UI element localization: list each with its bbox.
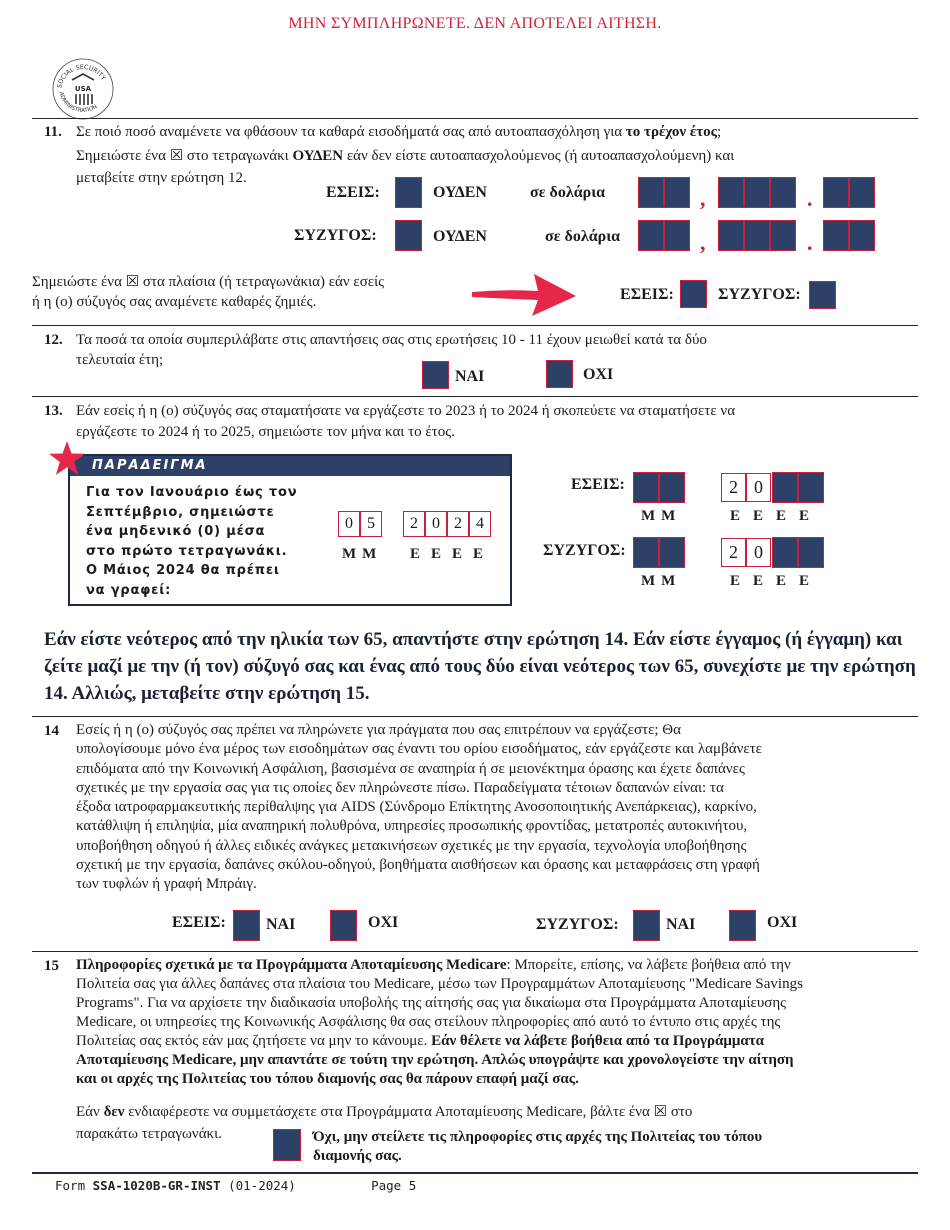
example-year-digit: 4 (469, 511, 491, 537)
q13-spouse-year-digit[interactable]: 2 (721, 538, 746, 567)
q14-you-label: ΕΣΕΙΣ: (172, 914, 226, 931)
checkbox-mark-icon: ☒ (169, 148, 184, 164)
q11-number: 11. (44, 124, 62, 140)
q11-you-amount-digit[interactable] (664, 177, 690, 208)
svg-text:USA: USA (74, 85, 92, 93)
form-id: SSA-1020B-GR-INST (92, 1178, 221, 1193)
divider (32, 118, 918, 119)
q13-you-year-digit[interactable]: 0 (746, 473, 771, 502)
q11-none-label: ΟΥΔΕΝ (433, 228, 487, 245)
q14-spouse-yes-checkbox[interactable] (633, 910, 660, 941)
q14-number: 14 (44, 723, 59, 739)
svg-text:ADMINISTRATION: ADMINISTRATION (57, 91, 99, 115)
example-month-digit: 5 (360, 511, 382, 537)
q13-spouse-year-digit[interactable]: 0 (746, 538, 771, 567)
q15-optout-checkbox[interactable] (273, 1129, 301, 1161)
q13-spouse-label: ΣΥΖΥΓΟΣ: (543, 542, 626, 559)
q11-you-none-checkbox[interactable] (395, 177, 422, 208)
q15-paragraph: Πληροφορίες σχετικά με τα Προγράμματα Αποταμίευσης Medicare: Μπορείτε, επίσης, να λάβετε βοήθεια από την Πολιτεία σας για άλλες δαπάνες στα πλαίσια του Medicare, μέσω των Προγραμμάτων Αποταμίευσης "Medicare Savings Programs". Για να αρχίσετε την διαδικασία υποβολής της αίτησής σας για δικαίωμα στα Προγράμματα Αποταμίευσης Medicare, οι υπηρεσίες της Κοινωνικής Ασφάλισης θα σας στείλουν πληροφορίες από αυτό το έντυπο στις αρχές της Πολιτείας σας εκτός εάν μας ζητήσετε να μην το κάνουμε. Εάν θέλετε να λάβετε βοήθεια από τα Προγράμματα Αποταμίευσης Medicare, μην απαντάτε σε τούτη την ερώτηση. Απλώς υπογράψτε και χρονολογείστε την αίτηση και οι αρχές της Πολιτείας του τόπου διαμονής σας θα πάρουν επαφή μαζί σας. (76, 957, 803, 1087)
q11-spouse-label: ΣΥΖΥΓΟΣ: (294, 227, 377, 244)
example-year-digit: 2 (447, 511, 469, 537)
q11-loss-you-label: ΕΣΕΙΣ: (620, 286, 674, 303)
example-text: Για τον Ιανουάριο έως τον Σεπτέμβριο, σημειώστε ένα μηδενικό (0) μέσα στο πρώτο τετραγωνάκι. Ο Μάιος 2024 θα πρέπει να γραφεί: (86, 485, 298, 598)
page-number: Page 5 (371, 1178, 417, 1193)
checkbox-mark-icon: ☒ (653, 1104, 668, 1120)
q12-text-line2: τελευταία έτη; (76, 352, 164, 368)
q11-loss-line2: ή η (ο) σύζυγός σας αναμένετε καθαρές ζημιές. (32, 294, 317, 310)
q11-you-amount-digit[interactable] (744, 177, 770, 208)
q11-spouse-amount-digit[interactable] (718, 220, 744, 251)
age-instruction: Εάν είστε νεότερος από την ηλικία των 65, απαντήστε στην ερώτηση 14. Εάν είστε έγγαμος (ή έγγαμη) και ζείτε μαζί με την (ή τον) σύζυγό σας και ένας από τους δύο είναι νεότερος των 65, συνεχίστε με την ερώτηση 14. Αλλιώς, μεταβείτε στην ερώτηση 15. (44, 629, 916, 704)
q11-spouse-cents-digit[interactable] (849, 220, 875, 251)
q14-you-yes-checkbox[interactable] (233, 910, 260, 941)
q13-spouse-month-digit[interactable] (633, 537, 659, 568)
q13-yyyy-label: ΕΕΕΕ (730, 573, 823, 589)
divider (32, 325, 918, 326)
q12-number: 12. (44, 332, 63, 348)
do-not-fill-notice: ΜΗΝ ΣΥΜΠΛΗΡΩΝΕΤΕ. ΔΕΝ ΑΠΟΤΕΛΕΙ ΑΙΤΗΣΗ. (288, 15, 662, 32)
ssa-seal-logo (52, 58, 114, 120)
q12-text-line1: Τα ποσά τα οποία συμπεριλάβατε στις απαντήσεις σας στις ερωτήσεις 10 - 11 έχουν μειωθεί κατά τα δύο (76, 332, 707, 348)
form-footer: Form SSA-1020B-GR-INST (01-2024) Page 5 (55, 1178, 417, 1193)
q11-you-amount-digit[interactable] (718, 177, 744, 208)
q13-yyyy-label: ΕΕΕΕ (730, 508, 823, 524)
example-year-digit: 2 (403, 511, 425, 537)
example-month-digit: 0 (338, 511, 360, 537)
checkbox-mark-icon: ☒ (125, 274, 140, 290)
q14-no-label: ΟΧΙ (767, 914, 798, 931)
example-panel (68, 454, 512, 606)
svg-text:SOCIAL SECURITY: SOCIAL SECURITY (56, 63, 107, 89)
example-year-digit: 0 (425, 511, 447, 537)
example-mm-label: ΜΜ (342, 546, 383, 562)
q11-spouse-none-checkbox[interactable] (395, 220, 422, 251)
q11-none-label: ΟΥΔΕΝ (433, 184, 487, 201)
footer-divider (32, 1172, 918, 1174)
q11-spouse-cents-digit[interactable] (823, 220, 849, 251)
q13-you-month-digit[interactable] (659, 472, 685, 503)
q13-you-year-digit[interactable] (772, 472, 798, 503)
q11-spouse-amount-digit[interactable] (770, 220, 796, 251)
q11-dollars-label: σε δολάρια (530, 184, 606, 201)
q11-you-cents-digit[interactable] (849, 177, 875, 208)
q13-spouse-year-digit[interactable] (798, 537, 824, 568)
example-title: ΠΑΡΑΔΕΙΓΜΑ (70, 456, 510, 476)
q14-yes-label: ΝΑΙ (266, 916, 296, 933)
q14-no-label: ΟΧΙ (368, 914, 399, 931)
q12-yes-checkbox[interactable] (422, 361, 449, 389)
comma-separator: , (700, 186, 706, 211)
q13-spouse-month-digit[interactable] (659, 537, 685, 568)
q11-loss-line1: Σημειώστε ένα ☒ στα πλαίσια (ή τετραγωνάκια) εάν εσείς (32, 274, 385, 290)
q13-you-year-digit[interactable]: 2 (721, 473, 746, 502)
q11-spouse-amount-digit[interactable] (664, 220, 690, 251)
q15-optout-instruction-line2: παρακάτω τετραγωνάκι. (76, 1126, 222, 1142)
q12-no-checkbox[interactable] (546, 360, 573, 388)
q12-yes-label: ΝΑΙ (455, 368, 485, 385)
q12-no-label: ΟΧΙ (583, 366, 614, 383)
decimal-separator: . (807, 230, 813, 255)
q15-optout-label: Όχι, μην στείλετε τις πληροφορίες στις αρχές της Πολιτείας του τόπου διαμονής σας. (313, 1129, 763, 1164)
arrow-right-icon (472, 270, 580, 318)
q11-you-label: ΕΣΕΙΣ: (326, 184, 380, 201)
q11-text-line2: Σημειώστε ένα ☒ στο τετραγωνάκι ΟΥΔΕΝ εάν δεν είστε αυτοαπασχολούμενος (ή αυτοαπασχολούμενη) και (76, 148, 735, 164)
comma-separator: , (700, 230, 706, 255)
q13-text-line1: Εάν εσείς ή η (ο) σύζυγός σας σταματήσατε να εργάζεστε το 2023 ή το 2024 ή σκοπεύετε να σταματήσετε να (76, 403, 736, 419)
q13-mm-label: ΜΜ (641, 508, 682, 524)
divider (32, 716, 918, 717)
star-icon (48, 440, 86, 478)
q11-loss-you-checkbox[interactable] (680, 280, 707, 308)
q11-spouse-amount-digit[interactable] (638, 220, 664, 251)
q11-dollars-label: σε δολάρια (545, 228, 621, 245)
q15-optout-instruction: Εάν δεν ενδιαφέρεστε να συμμετάσχετε στα Προγράμματα Αποταμίευσης Medicare, βάλτε ένα ☒ στο (76, 1104, 693, 1120)
q14-you-no-checkbox[interactable] (330, 910, 357, 941)
q11-text-line3: μεταβείτε στην ερώτηση 12. (76, 170, 247, 186)
example-yyyy-label: ΕΕΕΕ (410, 546, 495, 562)
q13-mm-label: ΜΜ (641, 573, 682, 589)
q11-loss-spouse-label: ΣΥΖΥΓΟΣ: (718, 286, 801, 303)
q14-spouse-label: ΣΥΖΥΓΟΣ: (536, 916, 619, 933)
q11-spouse-amount-digit[interactable] (744, 220, 770, 251)
divider (32, 396, 918, 397)
q13-number: 13. (44, 403, 63, 419)
q15-number: 15 (44, 958, 59, 974)
q13-spouse-year-digit[interactable] (772, 537, 798, 568)
q14-yes-label: ΝΑΙ (666, 916, 696, 933)
q11-text-line1: Σε ποιό ποσό αναμένετε να φθάσουν τα καθαρά εισοδήματά σας από αυτοαπασχόληση για το τρέχον έτος; (76, 124, 722, 140)
decimal-separator: . (807, 186, 813, 211)
q13-you-label: ΕΣΕΙΣ: (571, 476, 625, 493)
q14-spouse-no-checkbox[interactable] (729, 910, 756, 941)
q14-text: Εσείς ή η (ο) σύζυγός σας πρέπει να πληρώνετε για πράγματα που σας επιτρέπουν να εργάζεστε; Θα υπολογίσουμε μόνο ένα μέρος των εισοδημάτων σας έναντι του ορίου εισοδήματος, εάν εργάζεστε και λαμβάνετε επιδόματα από την Κοινωνική Ασφάλιση, βασισμένα σε αναπηρία ή σε μειονέκτημα όρασης και έχετε δαπάνες σχετικές με την εργασία σας για τις οποίες δεν πληρώνεστε πίσω. Παραδείγματα τέτοιων δαπανών είναι: τα έξοδα ιατροφαρμακευτικής περίθαλψης για AIDS (Σύνδρομο Επίκτητης Ανοσοποιητικής Ανεπάρκειας), καρκίνο, κατάθλιψη ή επιληψία, μία αναπηρική πολυθρόνα, υπηρεσίες προσωπικής φροντίδας, μετατροπές αυτοκινήτου, υποβοήθηση οδηγού ή άλλες ειδικές ανάγκες μετακινήσεων σχετικές με την εργασία, τεχνολογία υποβοήθησης σχετική με την εργασία, δαπάνες σκύλου-οδηγού, βοηθήματα αισθήσεων και όρασης και μεταφράσεις στη γραφή των τυφλών ή γραφή Μπράιγ. (76, 722, 762, 893)
q13-you-year-digit[interactable] (798, 472, 824, 503)
q13-text-line2: εργάζεστε το 2024 ή το 2025, σημειώστε τον μήνα και το έτος. (76, 424, 455, 440)
q11-you-amount-digit[interactable] (638, 177, 664, 208)
divider (32, 951, 918, 952)
q11-you-amount-digit[interactable] (770, 177, 796, 208)
q11-loss-spouse-checkbox[interactable] (809, 281, 836, 309)
q13-you-month-digit[interactable] (633, 472, 659, 503)
q11-you-cents-digit[interactable] (823, 177, 849, 208)
